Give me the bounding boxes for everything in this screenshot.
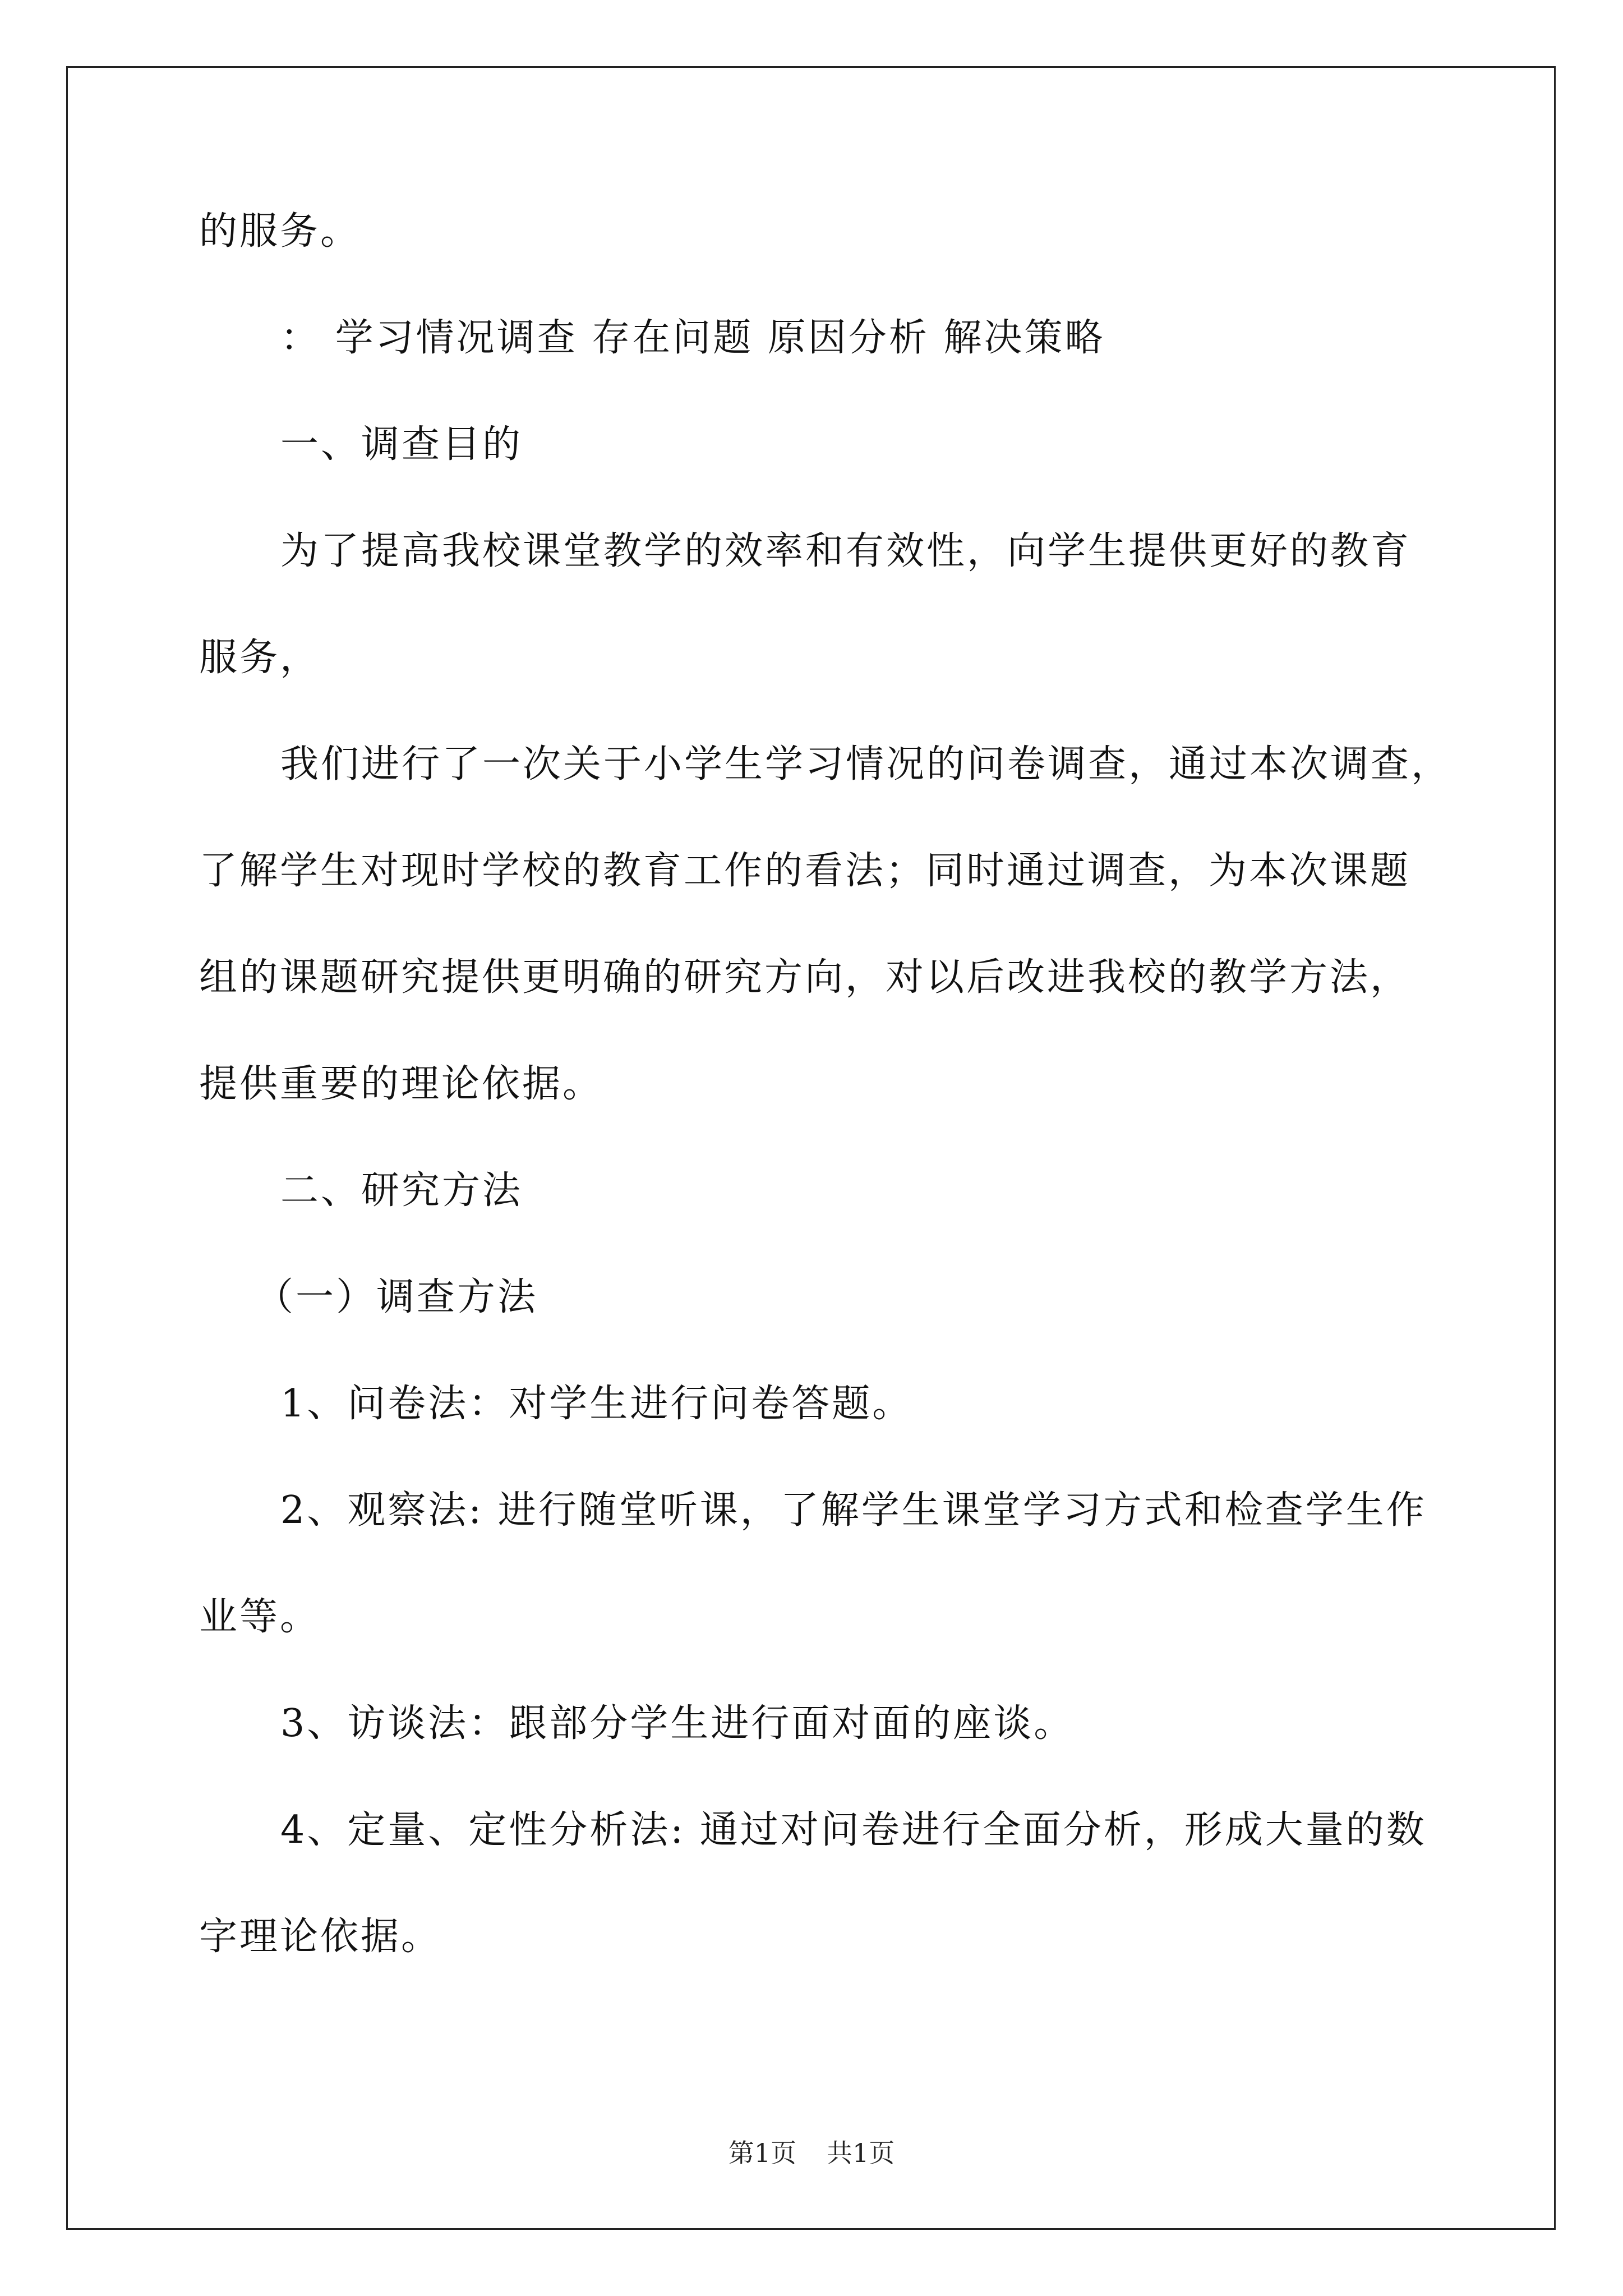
section-heading-2: 二、研究方法 xyxy=(280,1168,523,1213)
section-heading-1: 一、调查目的 xyxy=(280,422,523,467)
list-item-3: 3、访谈法：跟部分学生进行面对面的座谈。 xyxy=(280,1701,1075,1746)
text-line-6: 我们进行了一次关于小学生学习情况的问卷调查，通过本次调查， xyxy=(280,742,1452,786)
text-line-8: 组的课题研究提供更明确的研究方向，对以后改进我校的教学方法， xyxy=(199,955,1411,1000)
text-line-5: 服务， xyxy=(199,636,321,680)
list-item-4: 4、定量、定性分析法: 通过对问卷进行全面分析，形成大量的数 xyxy=(280,1808,1427,1852)
subsection-heading: （一）调查方法 xyxy=(255,1275,538,1319)
list-item-4-cont: 字理论依据。 xyxy=(199,1915,442,1959)
text-line-4: 为了提高我校课堂教学的效率和有效性，向学生提供更好的教育 xyxy=(280,529,1412,573)
text-line-7: 了解学生对现时学校的教育工作的看法；同时通过调查，为本次课题 xyxy=(199,849,1411,893)
page-number: 第1页 xyxy=(728,2138,796,2168)
keywords-line: ： 学习情况调查 存在问题 原因分析 解决策略 xyxy=(280,316,1105,360)
page-footer xyxy=(0,2136,1623,2170)
text-line-9: 提供重要的理论依据。 xyxy=(199,1062,603,1106)
list-item-2: 2、观察法: 进行随堂听课，了解学生课堂学习方式和检查学生作 xyxy=(280,1488,1427,1533)
text-line-1: 的服务。 xyxy=(199,209,361,254)
list-item-2-cont: 业等。 xyxy=(199,1595,321,1639)
list-item-1: 1、问卷法：对学生进行问卷答题。 xyxy=(280,1382,913,1426)
total-pages: 共1页 xyxy=(827,2138,895,2168)
